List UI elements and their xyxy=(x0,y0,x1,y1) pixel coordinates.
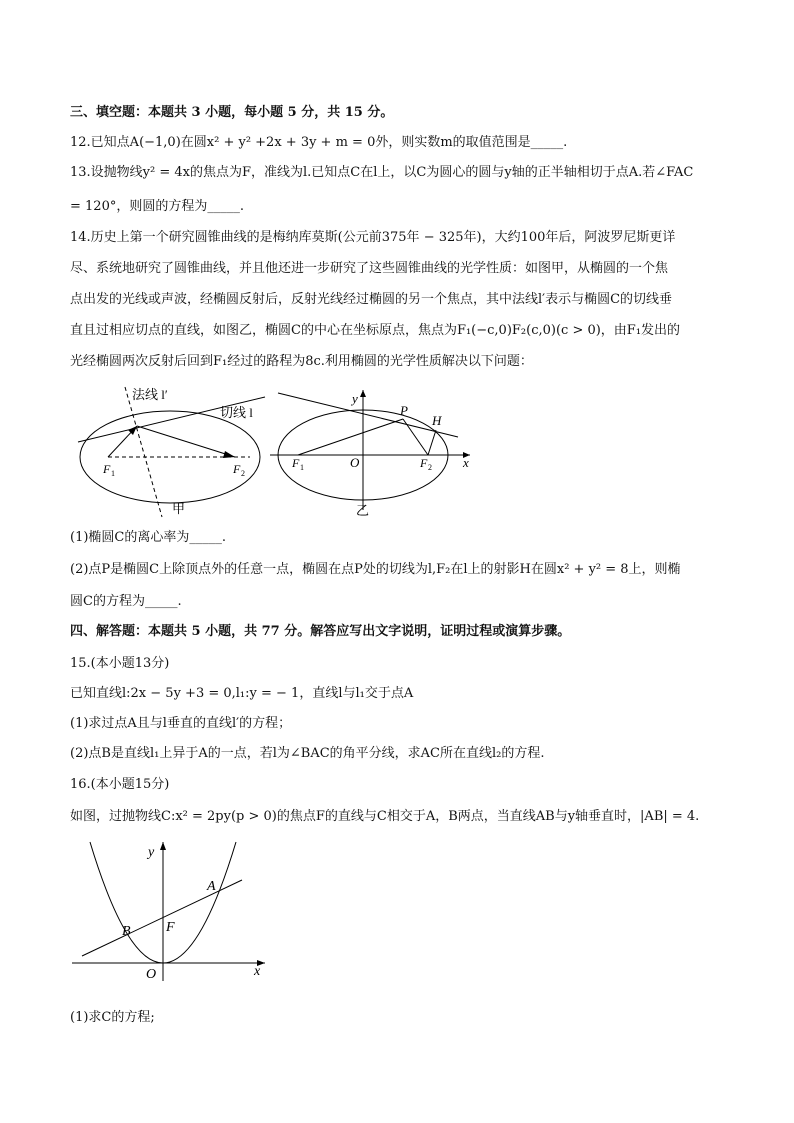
f1-label: F xyxy=(103,462,111,476)
point-b-label: B xyxy=(122,924,131,939)
tangent-label: 切线 l xyxy=(220,405,253,420)
point-a-label: A xyxy=(207,879,216,894)
f1-subscript: 1 xyxy=(300,463,304,472)
normal-line xyxy=(125,387,162,517)
question-16-part-1: (1)求C的方程; xyxy=(70,1010,155,1025)
question-15-part-2: (2)点B是直线l₁上异于A的一点，若l为∠BAC的角平分线，求AC所在直线l₂的方程. xyxy=(70,746,545,761)
f2-label: F xyxy=(233,462,241,476)
x-axis-label: x xyxy=(463,455,469,470)
x-axis-label: x xyxy=(254,964,261,979)
arrow-head-2 xyxy=(223,451,235,458)
question-14-line-4: 直且过相应切点的直线，如图乙，椭圆C的中心在坐标原点，焦点为F₁(−c,0)F₂(c,0)(c > 0)，由F₁发出的 xyxy=(70,323,681,338)
figure-yi-caption: 乙 xyxy=(356,503,370,518)
question-15-part-1: (1)求过点A且与l垂直的直线l′的方程； xyxy=(70,716,292,731)
y-axis-label: y xyxy=(352,391,358,406)
question-13-line-2: = 120°，则圆的方程为_____. xyxy=(70,199,244,214)
f2-label: F xyxy=(420,456,428,470)
figure-parabola xyxy=(70,838,270,983)
question-13-line-1: 13.设抛物线y² = 4x的焦点为F，准线为l.已知点C在l上，以C为圆心的圆与y轴的正半轴相切于点A.若∠FAC xyxy=(70,165,694,180)
f2-subscript: 2 xyxy=(428,463,432,472)
tangent-line xyxy=(278,393,458,437)
perpendicular-f2-h xyxy=(428,430,436,455)
chord-ab xyxy=(82,880,242,956)
f2-subscript: 2 xyxy=(241,469,245,478)
section-3-heading: 三、填空题：本题共 3 小题，每小题 5 分，共 15 分。 xyxy=(70,105,394,120)
question-16-stem: 如图，过抛物线C:x² = 2py(p > 0)的焦点F的直线与C相交于A，B两点，当直线AB与y轴垂直时，|AB| = 4. xyxy=(70,809,700,824)
section-4-heading: 四、解答题：本题共 5 小题，共 77 分。解答应写出文字说明，证明过程或演算步骤。 xyxy=(70,624,571,639)
figure-jia-caption: 甲 xyxy=(172,501,186,516)
f1-label: F xyxy=(292,456,300,470)
question-12: 12.已知点A(−1,0)在圆x² + y² +2x + 3y + m = 0外，则实数m的取值范围是_____. xyxy=(70,135,568,150)
ray-f1-p xyxy=(298,419,403,455)
ray-p-f2 xyxy=(403,419,428,455)
normal-label: 法线 l′ xyxy=(132,387,168,402)
question-14-line-5: 光经椭圆两次反射后回到F₁经过的路程为8c.利用椭圆的光学性质解决以下问题： xyxy=(70,354,533,369)
question-14-line-1: 14.历史上第一个研究圆锥曲线的是梅纳库莫斯(公元前375年 − 325年)，大约100年后，阿波罗尼斯更详 xyxy=(70,230,676,245)
question-14-part-2-line-1: (2)点P是椭圆C上除顶点外的任意一点，椭圆在点P处的切线为l,F₂在l上的射影H在圆x² + y² = 8上，则椭 xyxy=(70,562,681,577)
y-axis-label: y xyxy=(148,845,155,860)
focus-f-label: F xyxy=(166,920,175,935)
question-15-stem: 已知直线l:2x − 5y +3 = 0,l₁:y = − 1，直线l与l₁交于点A xyxy=(70,686,414,701)
question-14-part-2-line-2: 圆C的方程为_____. xyxy=(70,594,182,609)
point-h-label: H xyxy=(432,413,442,428)
figure-jia xyxy=(70,385,270,520)
origin-label: O xyxy=(350,455,360,470)
f1-subscript: 1 xyxy=(111,469,115,478)
reflected-ray xyxy=(137,426,235,457)
point-p-label: P xyxy=(400,403,408,418)
question-14-part-1: (1)椭圆C的离心率为_____. xyxy=(70,530,226,545)
question-14-line-2: 尽、系统地研究了圆锥曲线，并且他还进一步研究了这些圆锥曲线的光学性质：如图甲，从椭圆的一个焦 xyxy=(70,261,669,276)
question-14-line-3: 点出发的光线或声波，经椭圆反射后，反射光线经过椭圆的另一个焦点，其中法线l′表示与椭圆C的切线垂 xyxy=(70,292,673,307)
figure-yi xyxy=(270,385,480,520)
question-15-header: 15.(本小题13分) xyxy=(70,656,170,671)
question-16-header: 16.(本小题15分) xyxy=(70,777,170,792)
origin-label: O xyxy=(146,967,157,982)
